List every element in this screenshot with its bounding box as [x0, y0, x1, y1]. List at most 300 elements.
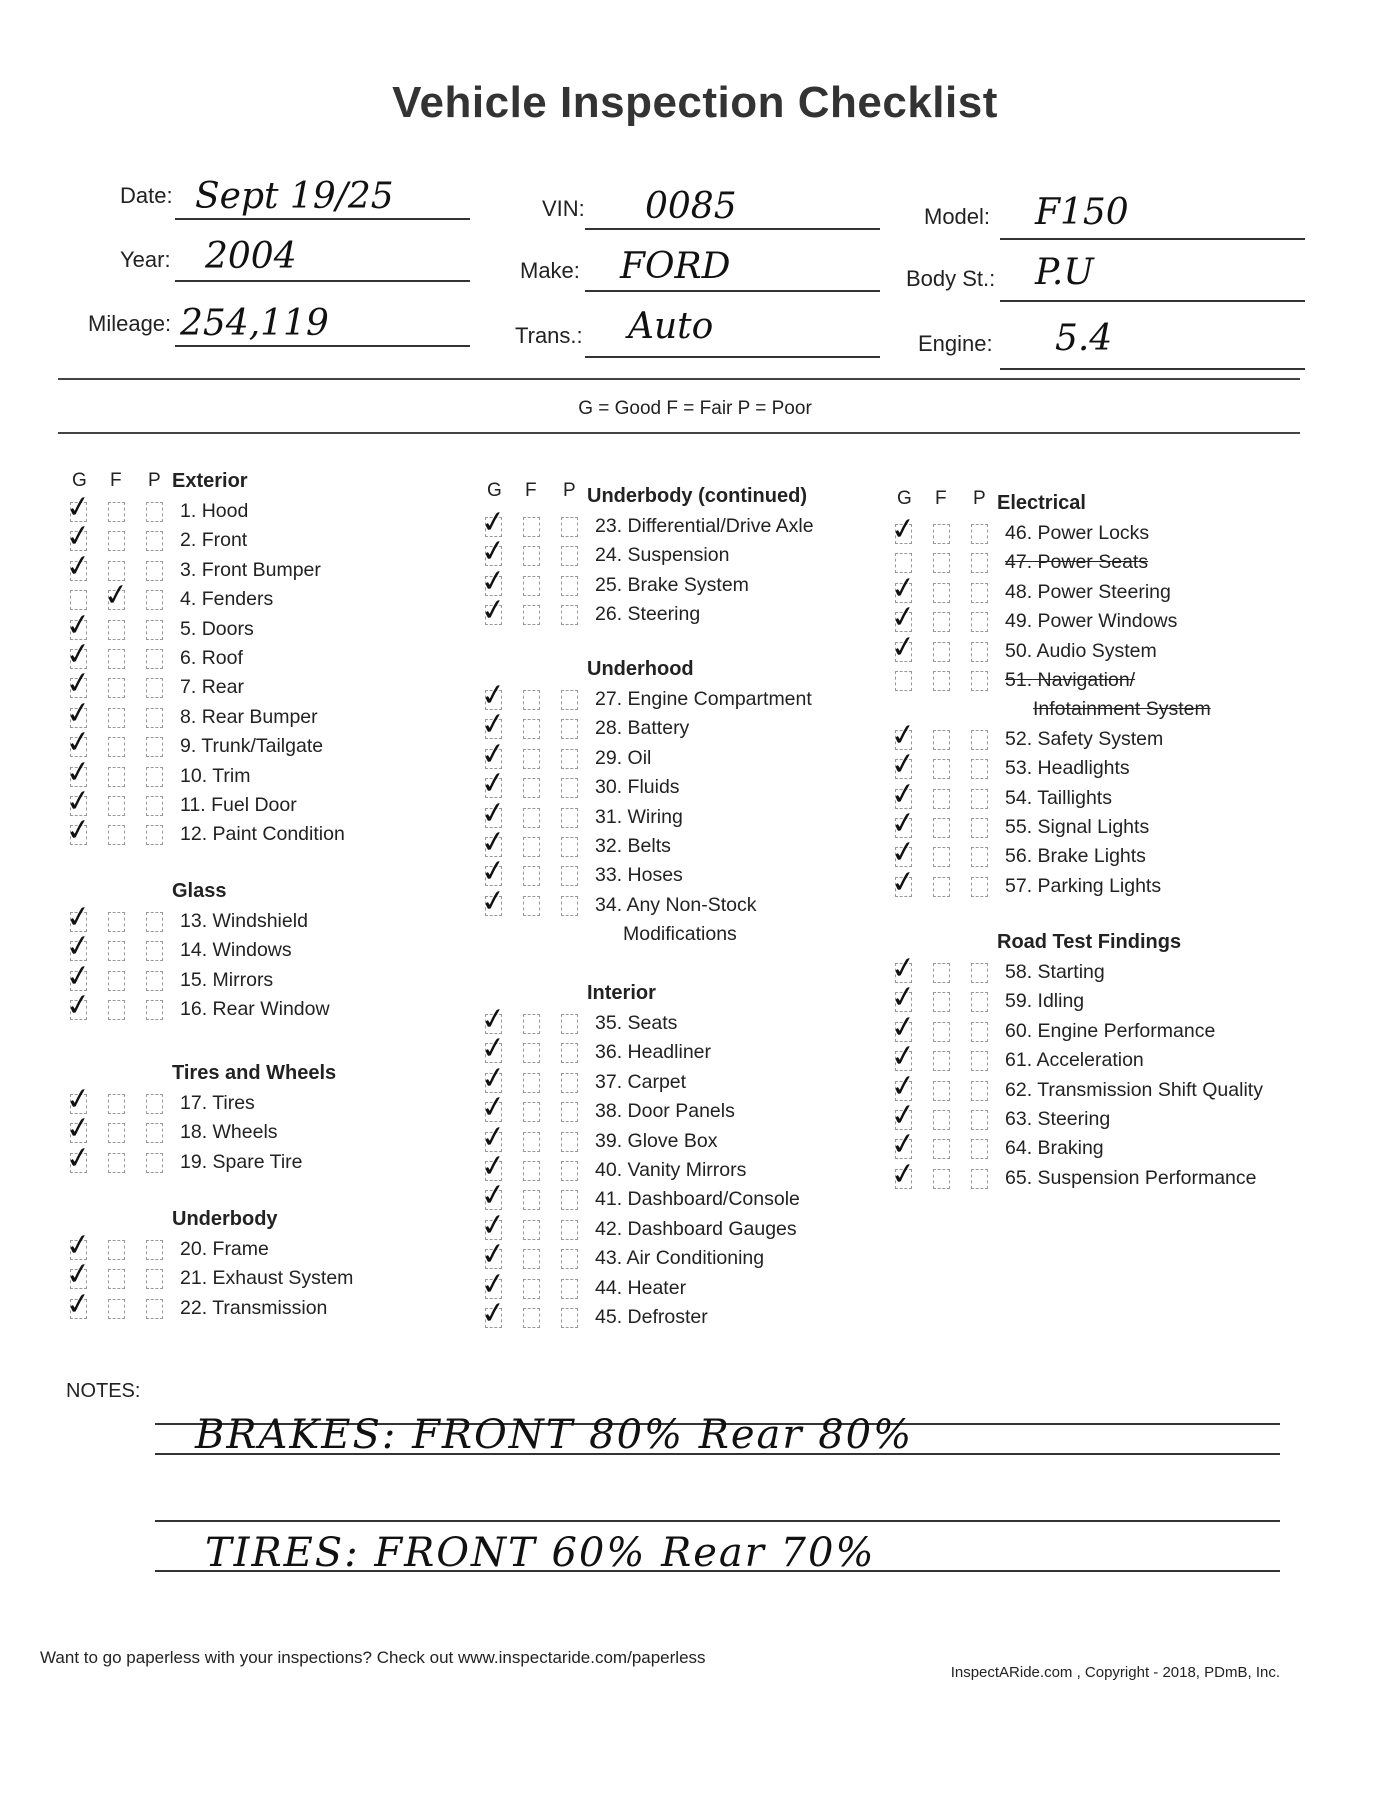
item-number: 44. [595, 1276, 623, 1299]
rating-checkbox-p[interactable] [146, 678, 163, 698]
rating-checkbox-f[interactable] [523, 837, 540, 857]
engine-label: Engine: [918, 331, 993, 356]
item-label: Vanity Mirrors [627, 1159, 747, 1181]
checklist-item [1005, 1108, 1110, 1131]
checklist-item [595, 1277, 686, 1300]
make-line [585, 290, 880, 292]
rating-checkbox-f[interactable] [933, 992, 950, 1012]
rating-checkbox-p[interactable] [561, 1220, 578, 1240]
notes-label: NOTES: [66, 1380, 141, 1402]
item-number: 26. [595, 603, 623, 626]
item-label: Hood [201, 500, 249, 522]
model-value[interactable]: F150 [1035, 192, 1129, 233]
checklist-item [180, 823, 345, 846]
checklist-item [595, 894, 757, 917]
rating-checkbox-f[interactable] [108, 1123, 125, 1143]
rating-checkbox-p[interactable] [561, 1073, 578, 1093]
checklist-item [180, 559, 321, 582]
check-mark-icon: ✓ [63, 547, 94, 586]
rating-checkbox-p[interactable] [971, 877, 988, 897]
item-label: Differential/Drive Axle [627, 515, 814, 537]
item-label: Carpet [627, 1070, 687, 1093]
gfp-header-g: G [487, 480, 502, 501]
rating-checkbox-f[interactable] [933, 759, 950, 779]
rating-checkbox-p[interactable] [971, 1022, 988, 1042]
rating-checkbox-f[interactable] [523, 719, 540, 739]
body-style-value[interactable]: P.U [1035, 252, 1094, 293]
checklist-item [595, 1247, 764, 1270]
section-title: Underhood [587, 658, 694, 680]
item-label: Glove Box [627, 1129, 718, 1152]
page-title: Vehicle Inspection Checklist [392, 78, 998, 127]
check-mark-icon: ✓ [63, 898, 94, 937]
rating-checkbox-f[interactable] [933, 1139, 950, 1159]
rating-checkbox-p[interactable] [561, 1132, 578, 1152]
check-mark-icon: ✓ [63, 1255, 94, 1294]
checklist-item [595, 544, 729, 567]
item-number: 55. [1005, 816, 1033, 838]
item-label: Frame [212, 1238, 269, 1260]
rating-checkbox-f[interactable] [933, 818, 950, 838]
item-label: Mirrors [212, 968, 274, 991]
checklist-item [180, 939, 292, 962]
item-label: Dashboard/Console [627, 1188, 800, 1211]
rating-checkbox-p[interactable] [146, 620, 163, 640]
item-label: Power Windows [1037, 610, 1178, 633]
item-number: 39. [595, 1129, 623, 1152]
checklist-item [595, 1100, 735, 1123]
checklist-item [1005, 1079, 1263, 1102]
checklist-item [595, 747, 651, 770]
rating-checkbox-f[interactable] [108, 502, 125, 522]
rating-checkbox-f[interactable] [523, 576, 540, 596]
rating-checkbox-f[interactable] [108, 1153, 125, 1173]
check-mark-icon: ✓ [478, 882, 509, 921]
rating-checkbox-p[interactable] [971, 553, 988, 573]
rating-checkbox-p[interactable] [971, 818, 988, 838]
item-label: Door Panels [627, 1100, 735, 1123]
rating-checkbox-p[interactable] [146, 1240, 163, 1260]
check-mark-icon: ✓ [888, 1008, 919, 1047]
rating-checkbox-f[interactable] [523, 778, 540, 798]
rating-checkbox-f[interactable] [523, 808, 540, 828]
item-number: 35. [595, 1012, 623, 1034]
divider-bottom [58, 432, 1300, 434]
item-label: Transmission Shift Quality [1037, 1078, 1263, 1101]
date-line [175, 218, 470, 220]
model-line [1000, 238, 1305, 240]
check-mark-icon: ✓ [478, 1000, 509, 1039]
section-title: Tires and Wheels [172, 1062, 337, 1084]
rating-checkbox-p[interactable] [971, 847, 988, 867]
rating-checkbox-p[interactable] [146, 1123, 163, 1143]
checklist-item [180, 794, 297, 817]
rating-checkbox-f[interactable] [108, 1000, 125, 1020]
rating-checkbox-f[interactable] [523, 1132, 540, 1152]
rating-checkbox-p[interactable] [146, 941, 163, 961]
check-mark-icon: ✓ [888, 1096, 919, 1135]
rating-checkbox-f[interactable] [108, 767, 125, 787]
rating-checkbox-f[interactable] [523, 1102, 540, 1122]
checklist-item [180, 706, 318, 729]
rating-checkbox-f[interactable] [933, 1081, 950, 1101]
checklist-item [180, 969, 273, 992]
rating-checkbox-p[interactable] [146, 796, 163, 816]
engine-value[interactable]: 5.4 [1055, 318, 1113, 359]
rating-checkbox-p[interactable] [146, 1000, 163, 1020]
checklist-item [595, 1130, 718, 1153]
checklist-item [1005, 757, 1130, 780]
item-label: Paint Condition [212, 823, 345, 846]
rating-checkbox-p[interactable] [561, 1279, 578, 1299]
item-number: 19. [180, 1150, 208, 1173]
rating-checkbox-p[interactable] [561, 749, 578, 769]
rating-checkbox-p[interactable] [146, 1299, 163, 1319]
rating-checkbox-p[interactable] [146, 531, 163, 551]
item-number: 14. [180, 939, 208, 962]
rating-checkbox-f[interactable] [933, 877, 950, 897]
year-value[interactable]: 2004 [205, 236, 297, 277]
rating-checkbox-p[interactable] [971, 759, 988, 779]
checklist-item [180, 588, 273, 611]
mileage-value[interactable]: 254,119 [180, 303, 329, 344]
item-label: Trunk/Tailgate [201, 735, 324, 758]
rating-checkbox-f[interactable] [933, 1051, 950, 1071]
rating-checkbox-f[interactable] [523, 546, 540, 566]
check-mark-icon: ✓ [888, 949, 919, 988]
rating-checkbox-f[interactable] [933, 642, 950, 662]
check-mark-icon: ✓ [63, 1080, 94, 1119]
check-mark-icon: ✓ [478, 1176, 509, 1215]
rating-checkbox-f[interactable] [108, 737, 125, 757]
rating-checkbox-p[interactable] [971, 963, 988, 983]
section-title: Interior [587, 982, 656, 1004]
rating-checkbox-p[interactable] [146, 912, 163, 932]
item-label: Roof [201, 647, 243, 669]
item-number: 43. [595, 1247, 623, 1270]
rating-checkbox-f[interactable] [523, 517, 540, 537]
item-number: 4. [180, 588, 197, 611]
check-mark-icon: ✓ [478, 1147, 509, 1186]
rating-checkbox-p[interactable] [971, 1139, 988, 1159]
rating-checkbox-f[interactable] [523, 1161, 540, 1181]
rating-checkbox-p[interactable] [971, 671, 988, 691]
check-mark-icon: ✓ [478, 1029, 509, 1068]
rating-checkbox-p[interactable] [561, 1102, 578, 1122]
item-number: 9. [180, 735, 197, 758]
item-number: 46. [1005, 522, 1033, 544]
item-number: 29. [595, 746, 623, 769]
item-number: 25. [595, 573, 623, 596]
rating-checkbox-p[interactable] [561, 1249, 578, 1269]
rating-checkbox-p[interactable] [561, 866, 578, 886]
item-number: 1. [180, 500, 197, 522]
rating-checkbox-f[interactable] [523, 1043, 540, 1063]
checklist-item [180, 910, 308, 933]
rating-checkbox-p[interactable] [146, 561, 163, 581]
item-number: 5. [180, 617, 197, 640]
rating-checkbox-p[interactable] [971, 612, 988, 632]
rating-checkbox-p[interactable] [561, 605, 578, 625]
trans-value[interactable]: Auto [628, 306, 714, 347]
rating-checkbox-p[interactable] [971, 992, 988, 1012]
rating-checkbox-f[interactable] [933, 730, 950, 750]
checklist-item [1005, 1167, 1257, 1190]
check-mark-icon: ✓ [63, 957, 94, 996]
rating-checkbox-p[interactable] [971, 583, 988, 603]
year-label: Year: [120, 247, 171, 272]
vin-value[interactable]: 0085 [645, 186, 737, 227]
checklist-item [595, 1218, 797, 1241]
rating-checkbox-p[interactable] [971, 524, 988, 544]
rating-checkbox-p[interactable] [561, 808, 578, 828]
rating-checkbox-p[interactable] [146, 649, 163, 669]
checklist-item [180, 1238, 269, 1261]
rating-checkbox-p[interactable] [146, 767, 163, 787]
item-number: 58. [1005, 961, 1033, 983]
rating-checkbox-f[interactable] [933, 963, 950, 983]
rating-checkbox-p[interactable] [971, 1081, 988, 1101]
make-value[interactable]: FORD [620, 246, 731, 287]
gfp-header-p: P [563, 480, 576, 501]
vin-label: VIN: [542, 196, 585, 221]
checklist-item [180, 647, 243, 670]
rating-checkbox-p[interactable] [561, 1014, 578, 1034]
check-mark-icon: ✓ [63, 694, 94, 733]
item-label: Seats [627, 1012, 678, 1034]
rating-checkbox-p[interactable] [146, 1094, 163, 1114]
rating-checkbox-f[interactable] [108, 825, 125, 845]
rating-checkbox-p[interactable] [561, 517, 578, 537]
check-mark-icon: ✓ [888, 1037, 919, 1076]
checklist-item [595, 806, 683, 829]
section-title: Underbody (continued) [587, 485, 807, 507]
check-mark-icon: ✓ [63, 753, 94, 792]
body-style-line [1000, 300, 1305, 302]
rating-legend: G = Good F = Fair P = Poor [578, 398, 812, 419]
rating-checkbox-f[interactable] [933, 524, 950, 544]
rating-checkbox-p[interactable] [561, 576, 578, 596]
rating-checkbox-f[interactable] [933, 847, 950, 867]
rating-checkbox-p[interactable] [561, 1190, 578, 1210]
rating-checkbox-f[interactable] [933, 1022, 950, 1042]
check-mark-icon: ✓ [478, 735, 509, 774]
rating-checkbox-f[interactable] [523, 1014, 540, 1034]
rating-checkbox-p[interactable] [146, 502, 163, 522]
rating-checkbox-p[interactable] [146, 825, 163, 845]
item-label: Infotainment System [1033, 698, 1211, 721]
item-label: Safety System [1037, 727, 1164, 750]
rating-checkbox-f[interactable] [108, 1269, 125, 1289]
rating-checkbox-f[interactable] [108, 971, 125, 991]
check-mark-icon: ✓ [888, 716, 919, 755]
checklist-item [595, 1041, 711, 1064]
rating-checkbox-p[interactable] [561, 837, 578, 857]
check-mark-icon: ✓ [478, 503, 509, 542]
item-label: Parking Lights [1037, 874, 1162, 897]
checklist-item [180, 998, 330, 1021]
item-label: Wiring [627, 805, 683, 828]
rating-checkbox-f[interactable] [523, 1073, 540, 1093]
checklist-item [595, 864, 683, 887]
rating-checkbox-p[interactable] [561, 896, 578, 916]
note-brakes[interactable]: BRAKES: FRONT 80% Rear 80% [195, 1412, 914, 1458]
rating-checkbox-f[interactable] [523, 605, 540, 625]
checklist-item [595, 1188, 800, 1211]
item-number: 7. [180, 676, 197, 699]
rating-checkbox-p[interactable] [146, 1153, 163, 1173]
divider-top [58, 378, 1300, 380]
item-number: 50. [1005, 639, 1033, 662]
checklist-item [1005, 1020, 1215, 1043]
item-label: Starting [1037, 961, 1105, 983]
checklist-item [1005, 875, 1161, 898]
rating-checkbox-f[interactable] [523, 1190, 540, 1210]
check-mark-icon: ✓ [888, 1155, 919, 1194]
rating-checkbox-p[interactable] [561, 719, 578, 739]
rating-checkbox-p[interactable] [971, 730, 988, 750]
check-mark-icon: ✓ [888, 775, 919, 814]
rating-checkbox-p[interactable] [561, 1161, 578, 1181]
item-number: 28. [595, 717, 623, 740]
item-number: 49. [1005, 610, 1033, 633]
checklist-item [595, 1159, 746, 1182]
item-number: 23. [595, 515, 623, 537]
item-label: Headliner [627, 1041, 711, 1064]
checklist-item [1005, 787, 1112, 810]
rating-checkbox-p[interactable] [561, 1308, 578, 1328]
rating-checkbox-f[interactable] [933, 553, 950, 573]
rating-checkbox-f[interactable] [108, 678, 125, 698]
rating-checkbox-f[interactable] [108, 649, 125, 669]
check-mark-icon: ✓ [888, 569, 919, 608]
item-number: 13. [180, 910, 208, 932]
gfp-header-p: P [973, 488, 986, 509]
rating-checkbox-p[interactable] [971, 1110, 988, 1130]
checklist-item [180, 1267, 353, 1290]
item-label: Idling [1037, 990, 1085, 1013]
rating-checkbox-f[interactable] [523, 749, 540, 769]
checklist-item [595, 603, 700, 626]
item-number: 30. [595, 776, 623, 799]
rating-checkbox-f[interactable] [933, 1110, 950, 1130]
rating-checkbox-f[interactable] [108, 531, 125, 551]
check-mark-icon: ✓ [101, 576, 132, 615]
checklist-item [595, 1071, 686, 1094]
rating-checkbox-f[interactable] [108, 912, 125, 932]
rating-checkbox-f[interactable] [933, 612, 950, 632]
rating-checkbox-f[interactable] [523, 1308, 540, 1328]
check-mark-icon: ✓ [888, 978, 919, 1017]
rating-checkbox-p[interactable] [971, 1169, 988, 1189]
check-mark-icon: ✓ [888, 510, 919, 549]
checklist-item [595, 515, 814, 538]
item-number: 32. [595, 835, 623, 857]
item-number: 56. [1005, 845, 1033, 868]
gfp-header-f: F [525, 480, 537, 501]
item-label: Fenders [201, 588, 274, 611]
check-mark-icon: ✓ [478, 1235, 509, 1274]
item-label: Taillights [1037, 786, 1112, 809]
item-number: 10. [180, 764, 208, 787]
check-mark-icon: ✓ [478, 705, 509, 744]
check-mark-icon: ✓ [478, 1088, 509, 1127]
rating-checkbox-p[interactable] [561, 546, 578, 566]
checklist-item [595, 688, 812, 711]
rating-checkbox-p[interactable] [146, 590, 163, 610]
item-label: Rear Bumper [201, 705, 318, 728]
rating-checkbox-f[interactable] [108, 708, 125, 728]
rating-checkbox-f[interactable] [933, 583, 950, 603]
rating-checkbox-f[interactable] [933, 671, 950, 691]
item-number: 47. [1005, 551, 1033, 574]
rating-checkbox-f[interactable] [108, 1240, 125, 1260]
body-style-label: Body St.: [906, 266, 996, 291]
rating-checkbox-p[interactable] [561, 690, 578, 710]
rating-checkbox-f[interactable] [933, 1169, 950, 1189]
rating-checkbox-f[interactable] [108, 1094, 125, 1114]
rating-checkbox-p[interactable] [561, 778, 578, 798]
rating-checkbox-p[interactable] [146, 737, 163, 757]
check-mark-icon: ✓ [888, 863, 919, 902]
check-mark-icon: ✓ [478, 676, 509, 715]
rating-checkbox-f[interactable] [523, 1220, 540, 1240]
rating-checkbox-f[interactable] [108, 1299, 125, 1319]
rating-checkbox-f[interactable] [108, 620, 125, 640]
item-label: Belts [627, 835, 671, 857]
note-tires[interactable]: TIRES: FRONT 60% Rear 70% [205, 1530, 876, 1576]
rating-checkbox-f[interactable] [523, 866, 540, 886]
item-label: Air Conditioning [626, 1247, 765, 1270]
item-label: Defroster [627, 1306, 708, 1328]
checklist-item [595, 776, 680, 799]
checklist-item [1005, 1049, 1144, 1072]
check-mark-icon: ✓ [888, 1125, 919, 1164]
rating-checkbox-g[interactable] [895, 671, 912, 691]
item-number: 8. [180, 705, 197, 728]
item-number: 38. [595, 1100, 623, 1123]
rating-checkbox-f[interactable] [933, 789, 950, 809]
item-label: Battery [627, 717, 690, 740]
rating-checkbox-p[interactable] [561, 1043, 578, 1063]
item-label: Front [201, 529, 248, 552]
checklist-item [595, 1012, 677, 1035]
rating-checkbox-p[interactable] [146, 1269, 163, 1289]
rating-checkbox-f[interactable] [523, 1279, 540, 1299]
rating-checkbox-p[interactable] [971, 789, 988, 809]
make-label: Make: [520, 258, 580, 283]
rating-checkbox-p[interactable] [971, 1051, 988, 1071]
rating-checkbox-p[interactable] [146, 971, 163, 991]
rating-checkbox-p[interactable] [146, 708, 163, 728]
item-number: 42. [595, 1217, 623, 1240]
rating-checkbox-f[interactable] [523, 896, 540, 916]
check-mark-icon: ✓ [63, 488, 94, 527]
date-value[interactable]: Sept 19/25 [195, 176, 394, 217]
item-label: Modifications [623, 923, 737, 946]
rating-checkbox-f[interactable] [108, 941, 125, 961]
gfp-header-g: G [897, 488, 912, 509]
rating-checkbox-f[interactable] [523, 1249, 540, 1269]
item-number: 24. [595, 544, 623, 567]
item-number: 57. [1005, 874, 1033, 897]
check-mark-icon: ✓ [63, 1285, 94, 1324]
rating-checkbox-f[interactable] [108, 796, 125, 816]
item-number: 40. [595, 1159, 623, 1181]
rating-checkbox-p[interactable] [971, 642, 988, 662]
rating-checkbox-f[interactable] [523, 690, 540, 710]
checklist-item [180, 676, 244, 699]
